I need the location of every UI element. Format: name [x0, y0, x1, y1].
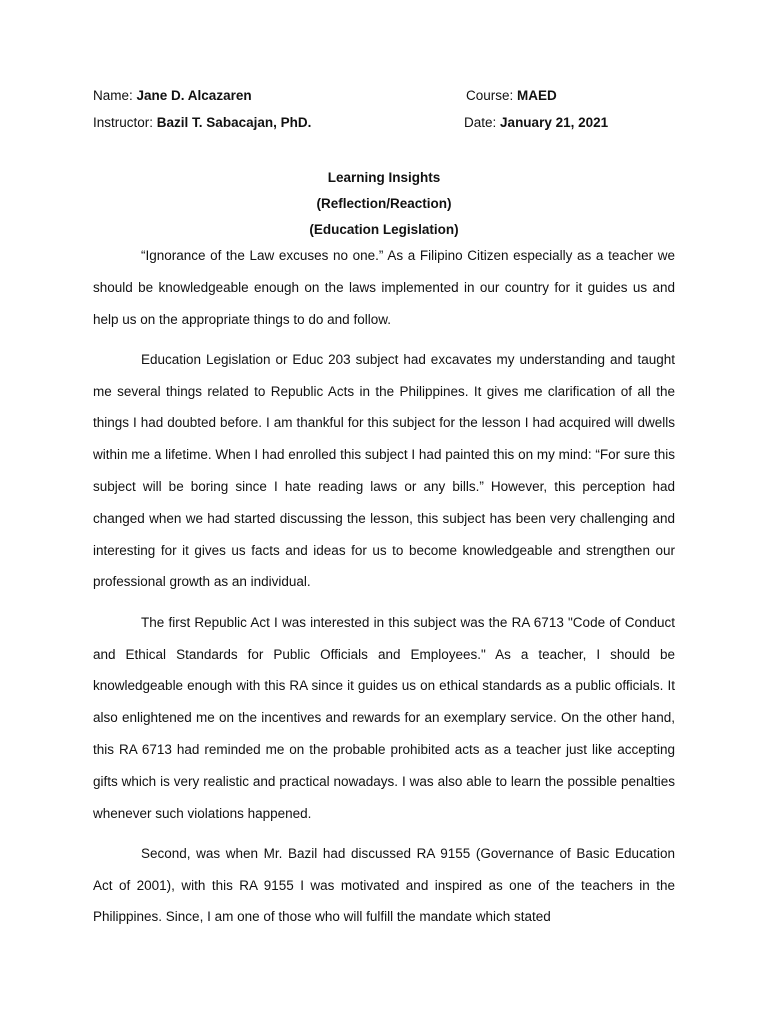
instructor-field: [93, 115, 311, 131]
instructor-label: Instructor:: [93, 115, 154, 130]
title-education-legislation: (Education Legislation): [309, 222, 459, 237]
paragraph-education-legislation: Education Legislation or Educ 203 subject had excavates my understanding and taught me several things related to Republic Acts in the Philippines. It gives me clarification of all the things I had doubted before. I am thankful for this subject for the lesson I had acquired will dwells within me a lifetime. When I had enrolled this subject I had painted this on my mind: “For sure this subject will be boring since I hate reading laws or any bills.” However, this perception had changed when we had started discussing the lesson, this subject has been very challenging and interesting for it gives us facts and ideas for us to become knowledgeable and strengthen our professional growth as an individual.: [93, 351, 675, 590]
title-learning-insights: Learning Insights: [327, 170, 441, 185]
paragraph-ra-9155: Second, was when Mr. Bazil had discussed RA 9155 (Governance of Basic Education Act of 2001), with this RA 9155 I was motivated and inspired as one of the teachers in the Philippines. Since, I am one of those who will fulfill the mandate which stated: [93, 845, 675, 925]
course-label: Course:: [466, 88, 514, 103]
paragraph-intro: “Ignorance of the Law excuses no one.” As a Filipino Citizen especially as a teacher we should be knowledgeable enough on the laws implemented in our country for it guides us and help us on the appropriate things to do and follow.: [93, 248, 675, 327]
course-value: MAED: [517, 88, 557, 103]
name-label: Name:: [93, 88, 133, 103]
date-label: Date:: [464, 115, 497, 130]
course-field: [466, 88, 557, 104]
date-value: January 21, 2021: [500, 115, 609, 130]
title-reflection-reaction: (Reflection/Reaction): [316, 196, 452, 211]
instructor-value: Bazil T. Sabacajan, PhD.: [156, 115, 312, 130]
paragraph-ra-6713: The first Republic Act I was interested in this subject was the RA 6713 "Code of Conduct and Ethical Standards for Public Officials and Employees." As a teacher, I should be knowledgeable enough with this RA since it guides us on ethical standards as a public officials. It also enlightened me on the incentives and rewards for an exemplary service. On the other hand, this RA 6713 had reminded me on the probable prohibited acts as a teacher just like accepting gifts which is very realistic and practical nowadays. I was also able to learn the possible penalties whenever such violations happened.: [93, 614, 675, 821]
document-body: [93, 240, 675, 942]
date-field: [464, 115, 608, 131]
name-field: [93, 88, 252, 104]
name-value: Jane D. Alcazaren: [136, 88, 252, 103]
